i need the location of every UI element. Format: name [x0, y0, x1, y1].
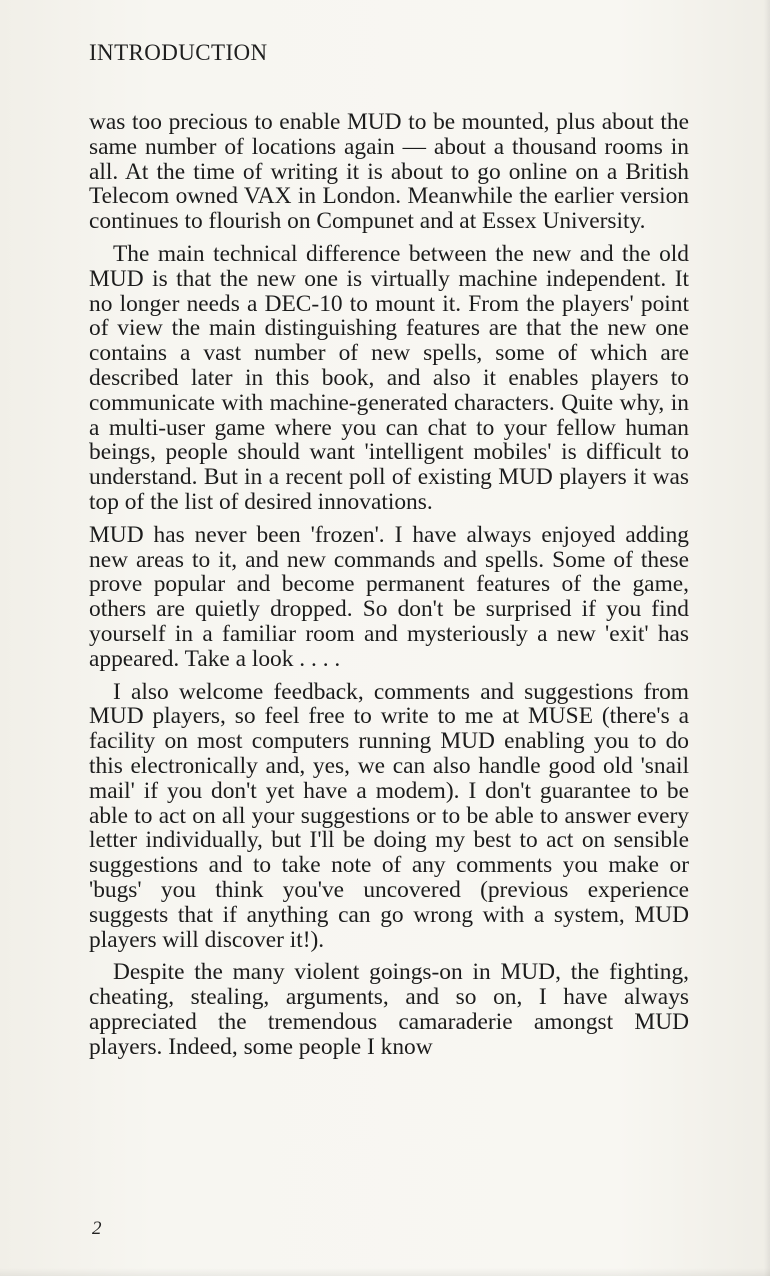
body-text — [89, 110, 689, 1067]
paragraph-1: was too precious to enable MUD to be mounted, plus about the same number of locations again — about a thousand rooms in all. At the time of writing it is about to go online on a British Telecom owned VAX in London. Meanwhile the earlier version continues to flourish on Compunet and at Essex University. — [89, 109, 689, 235]
page-bottom-shadow — [0, 1268, 770, 1276]
page-number: 2 — [92, 1218, 102, 1239]
paragraph-2: The main technical difference between the new and the old MUD is that the new one is virtually machine independent. It no longer needs a DEC-10 to mount it. From the players' point of view the main distinguishing features are that the new one contains a vast number of new spells, some of which are described later in this book, and also it enables players to communicate with machine-generated characters. Quite why, in a multi-user game where you can chat to your fellow human beings, people should want 'intelligent mobiles' is difficult to understand. But in a recent poll of existing MUD players it was top of the list of desired innovations. — [89, 240, 689, 515]
paragraph-5: Despite the many violent goings-on in MUD, the fighting, cheating, stealing, arguments, and so on, I have always appreciated the tremendous camaraderie amongst MUD players. Indeed, some people I know — [89, 959, 689, 1060]
paragraph-4: I also welcome feedback, comments and suggestions from MUD players, so feel free to write to me at MUSE (there's a facility on most computers running MUD enabling you to do this electronically and, yes, we can also handle good old 'snail mail' if you don't yet have a modem). I don't guarantee to be able to act on all your suggestions or to be able to answer every letter individually, but I'll be doing my best to act on sensible suggestions and to take note of any comments you make or 'bugs' you think you've uncovered (previous experience suggests that if anything can go wrong with a system, MUD players will discover it!). — [89, 678, 689, 953]
paragraph-3: MUD has never been 'frozen'. I have always enjoyed adding new areas to it, and new commands and spells. Some of these prove popular and become permanent features of the game, others are quietly dropped. So don't be surprised if you find yourself in a familiar room and mysteriously a new 'exit' has appeared. Take a look . . . . — [89, 521, 689, 672]
running-header: INTRODUCTION — [89, 40, 268, 65]
page-edge-shadow — [764, 0, 770, 1276]
